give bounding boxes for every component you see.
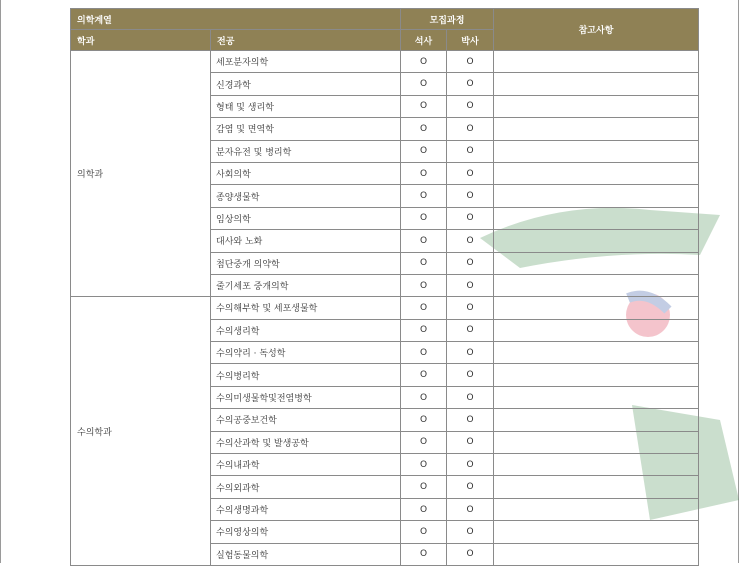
major-cell: 첨단중개 의약학 <box>211 252 401 274</box>
major-cell: 종양생물학 <box>211 185 401 207</box>
note-cell <box>494 252 699 274</box>
major-cell: 수의산과학 및 발생공학 <box>211 431 401 453</box>
major-cell: 세포분자의학 <box>211 51 401 73</box>
dept-header: 학과 <box>71 30 211 51</box>
major-header: 전공 <box>211 30 401 51</box>
doctor-mark: O <box>447 431 494 453</box>
note-cell <box>494 51 699 73</box>
note-cell <box>494 543 699 565</box>
major-cell: 실험동물의학 <box>211 543 401 565</box>
note-cell <box>494 95 699 117</box>
major-cell: 사회의학 <box>211 162 401 184</box>
note-cell <box>494 454 699 476</box>
doctor-mark: O <box>447 498 494 520</box>
doctor-mark: O <box>447 118 494 140</box>
major-cell: 수의생리학 <box>211 319 401 341</box>
major-cell: 수의영상의학 <box>211 521 401 543</box>
doctor-mark: O <box>447 252 494 274</box>
note-cell <box>494 118 699 140</box>
table-body <box>71 51 699 566</box>
master-mark: O <box>401 162 447 184</box>
note-cell <box>494 342 699 364</box>
master-mark: O <box>401 431 447 453</box>
major-cell: 임상의학 <box>211 207 401 229</box>
master-mark: O <box>401 252 447 274</box>
doctor-mark: O <box>447 521 494 543</box>
department-cell: 의학과 <box>71 51 211 297</box>
major-cell: 감염 및 면역학 <box>211 118 401 140</box>
master-mark: O <box>401 498 447 520</box>
doctor-mark: O <box>447 386 494 408</box>
doctor-mark: O <box>447 162 494 184</box>
doctor-mark: O <box>447 51 494 73</box>
master-mark: O <box>401 342 447 364</box>
note-cell <box>494 274 699 296</box>
doctor-mark: O <box>447 342 494 364</box>
recruit-header: 모집과정 <box>401 9 494 30</box>
note-cell <box>494 207 699 229</box>
note-cell <box>494 498 699 520</box>
master-mark: O <box>401 543 447 565</box>
master-mark: O <box>401 274 447 296</box>
note-cell <box>494 319 699 341</box>
master-mark: O <box>401 73 447 95</box>
department-cell: 수의학과 <box>71 297 211 566</box>
major-cell: 신경과학 <box>211 73 401 95</box>
doctor-mark: O <box>447 454 494 476</box>
master-mark: O <box>401 476 447 498</box>
note-cell <box>494 73 699 95</box>
doctor-mark: O <box>447 476 494 498</box>
doctor-mark: O <box>447 364 494 386</box>
doctor-mark: O <box>447 207 494 229</box>
table-row <box>71 297 699 319</box>
master-mark: O <box>401 386 447 408</box>
major-cell: 수의외과학 <box>211 476 401 498</box>
master-mark: O <box>401 409 447 431</box>
doctor-mark: O <box>447 73 494 95</box>
master-mark: O <box>401 319 447 341</box>
major-cell: 분자유전 및 병리학 <box>211 140 401 162</box>
table-row <box>71 51 699 73</box>
master-mark: O <box>401 364 447 386</box>
note-cell <box>494 409 699 431</box>
note-cell <box>494 185 699 207</box>
doctor-mark: O <box>447 185 494 207</box>
header-row-1 <box>71 9 699 30</box>
master-header: 석사 <box>401 30 447 51</box>
doctor-mark: O <box>447 319 494 341</box>
master-mark: O <box>401 118 447 140</box>
master-mark: O <box>401 51 447 73</box>
note-header: 참고사항 <box>494 9 699 51</box>
note-cell <box>494 521 699 543</box>
note-cell <box>494 386 699 408</box>
doctor-mark: O <box>447 230 494 252</box>
note-cell <box>494 162 699 184</box>
major-cell: 수의생명과학 <box>211 498 401 520</box>
major-cell: 수의병리학 <box>211 364 401 386</box>
master-mark: O <box>401 521 447 543</box>
master-mark: O <box>401 454 447 476</box>
note-cell <box>494 476 699 498</box>
major-cell: 수의공중보건학 <box>211 409 401 431</box>
major-cell: 대사와 노화 <box>211 230 401 252</box>
doctor-header: 박사 <box>447 30 494 51</box>
master-mark: O <box>401 140 447 162</box>
doctor-mark: O <box>447 95 494 117</box>
group-header: 의학계열 <box>71 9 401 30</box>
major-cell: 수의내과학 <box>211 454 401 476</box>
note-cell <box>494 297 699 319</box>
major-cell: 줄기세포 중개의학 <box>211 274 401 296</box>
major-cell: 수의미생물학및전염병학 <box>211 386 401 408</box>
master-mark: O <box>401 297 447 319</box>
master-mark: O <box>401 185 447 207</box>
note-cell <box>494 140 699 162</box>
doctor-mark: O <box>447 140 494 162</box>
master-mark: O <box>401 95 447 117</box>
major-cell: 수의해부학 및 세포생물학 <box>211 297 401 319</box>
doctor-mark: O <box>447 297 494 319</box>
note-cell <box>494 431 699 453</box>
doctor-mark: O <box>447 543 494 565</box>
doctor-mark: O <box>447 409 494 431</box>
note-cell <box>494 364 699 386</box>
note-cell <box>494 230 699 252</box>
master-mark: O <box>401 230 447 252</box>
recruitment-table <box>70 8 699 566</box>
major-cell: 형태 및 생리학 <box>211 95 401 117</box>
doctor-mark: O <box>447 274 494 296</box>
master-mark: O <box>401 207 447 229</box>
major-cell: 수의약리 · 독성학 <box>211 342 401 364</box>
